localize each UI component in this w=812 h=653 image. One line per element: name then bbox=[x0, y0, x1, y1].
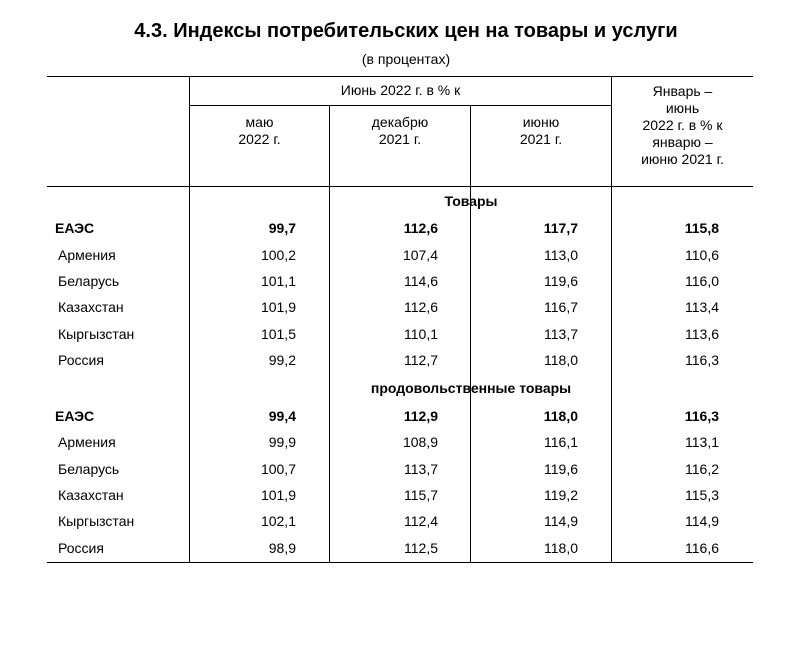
cell-may: 102,1 bbox=[260, 513, 296, 529]
cell-june: 119,2 bbox=[544, 487, 578, 503]
cell-june: 118,0 bbox=[544, 540, 578, 556]
cell-december: 112,6 bbox=[404, 299, 438, 315]
row-label: ЕАЭС bbox=[55, 408, 95, 424]
section-title-goods: Товары bbox=[444, 193, 498, 209]
row-label: Беларусь bbox=[58, 461, 120, 477]
cell-may: 98,9 bbox=[268, 540, 296, 556]
cell-jan-jun: 113,1 bbox=[685, 434, 719, 450]
header-group-june-2022: Июнь 2022 г. в % к bbox=[340, 82, 461, 98]
row-label: Казахстан bbox=[58, 487, 124, 503]
table-row bbox=[0, 538, 812, 558]
table-row bbox=[0, 271, 812, 291]
table-top-rule bbox=[47, 76, 753, 77]
cell-june: 113,0 bbox=[544, 247, 578, 263]
cell-jan-jun: 116,3 bbox=[684, 408, 719, 424]
section-title-food-products: продовольственные товары bbox=[370, 380, 572, 396]
table-row bbox=[0, 459, 812, 479]
header-col-may-2022: маю 2022 г. bbox=[238, 114, 281, 147]
cell-may: 99,4 bbox=[268, 408, 296, 424]
cell-december: 112,7 bbox=[404, 352, 438, 368]
table-row bbox=[0, 485, 812, 505]
row-label: Кыргызстан bbox=[58, 326, 135, 342]
table-row bbox=[0, 245, 812, 265]
cell-december: 107,4 bbox=[402, 247, 438, 263]
row-label: Армения bbox=[58, 247, 116, 263]
table-row bbox=[0, 406, 812, 426]
cell-june: 118,0 bbox=[544, 352, 578, 368]
cell-may: 99,2 bbox=[268, 352, 296, 368]
cell-may: 100,7 bbox=[260, 461, 296, 477]
cell-june: 116,7 bbox=[544, 299, 578, 315]
header-bottom-rule bbox=[47, 186, 753, 187]
cell-may: 101,1 bbox=[260, 273, 296, 289]
cell-june: 114,9 bbox=[544, 513, 578, 529]
cell-jan-jun: 115,3 bbox=[685, 487, 719, 503]
cell-may: 100,2 bbox=[260, 247, 296, 263]
cell-may: 99,9 bbox=[268, 434, 296, 450]
table-row bbox=[0, 350, 812, 370]
row-label: Кыргызстан bbox=[58, 513, 135, 529]
cell-jan-jun: 116,0 bbox=[685, 273, 719, 289]
cell-jan-jun: 116,2 bbox=[685, 461, 719, 477]
cell-june: 118,0 bbox=[543, 408, 578, 424]
cell-december: 115,7 bbox=[404, 487, 438, 503]
cell-june: 116,1 bbox=[544, 434, 578, 450]
cell-december: 110,1 bbox=[404, 326, 438, 342]
cell-jan-jun: 115,8 bbox=[684, 220, 719, 236]
cell-december: 114,6 bbox=[404, 273, 438, 289]
cell-jan-jun: 114,9 bbox=[685, 513, 719, 529]
table-row bbox=[0, 324, 812, 344]
cell-jan-jun: 110,6 bbox=[685, 247, 719, 263]
page-subtitle: (в процентах) bbox=[361, 51, 451, 67]
header-col-jan-jun: Январь – июнь 2022 г. в % к январю – июню 2021 г. bbox=[641, 83, 724, 167]
row-label: Беларусь bbox=[58, 273, 120, 289]
table-row bbox=[0, 218, 812, 238]
cell-jan-jun: 116,6 bbox=[685, 540, 719, 556]
table-row bbox=[0, 297, 812, 317]
row-label: ЕАЭС bbox=[55, 220, 95, 236]
cell-jan-jun: 116,3 bbox=[685, 352, 719, 368]
row-label: Армения bbox=[58, 434, 116, 450]
cell-may: 99,7 bbox=[268, 220, 296, 236]
table-row bbox=[0, 511, 812, 531]
cell-jan-jun: 113,6 bbox=[685, 326, 719, 342]
row-label: Россия bbox=[58, 540, 104, 556]
cell-june: 117,7 bbox=[543, 220, 578, 236]
cell-december: 113,7 bbox=[404, 461, 438, 477]
cell-december: 112,6 bbox=[403, 220, 438, 236]
cell-december: 108,9 bbox=[402, 434, 438, 450]
cell-june: 113,7 bbox=[544, 326, 578, 342]
cell-june: 119,6 bbox=[544, 273, 578, 289]
page-title: 4.3. Индексы потребительских цен на товары и услуги bbox=[134, 20, 678, 42]
row-label: Казахстан bbox=[58, 299, 124, 315]
cell-december: 112,5 bbox=[404, 540, 438, 556]
cell-june: 119,6 bbox=[544, 461, 578, 477]
cell-jan-jun: 113,4 bbox=[685, 299, 719, 315]
row-label: Россия bbox=[58, 352, 104, 368]
cell-december: 112,9 bbox=[403, 408, 438, 424]
table-bottom-rule bbox=[47, 562, 753, 563]
cell-may: 101,9 bbox=[260, 487, 296, 503]
group-header-rule bbox=[190, 105, 611, 106]
table-row bbox=[0, 432, 812, 452]
cell-may: 101,5 bbox=[260, 326, 296, 342]
header-col-december-2021: декабрю 2021 г. bbox=[371, 114, 429, 147]
cell-december: 112,4 bbox=[404, 513, 438, 529]
cell-may: 101,9 bbox=[260, 299, 296, 315]
header-col-june-2021: июню 2021 г. bbox=[519, 114, 563, 147]
